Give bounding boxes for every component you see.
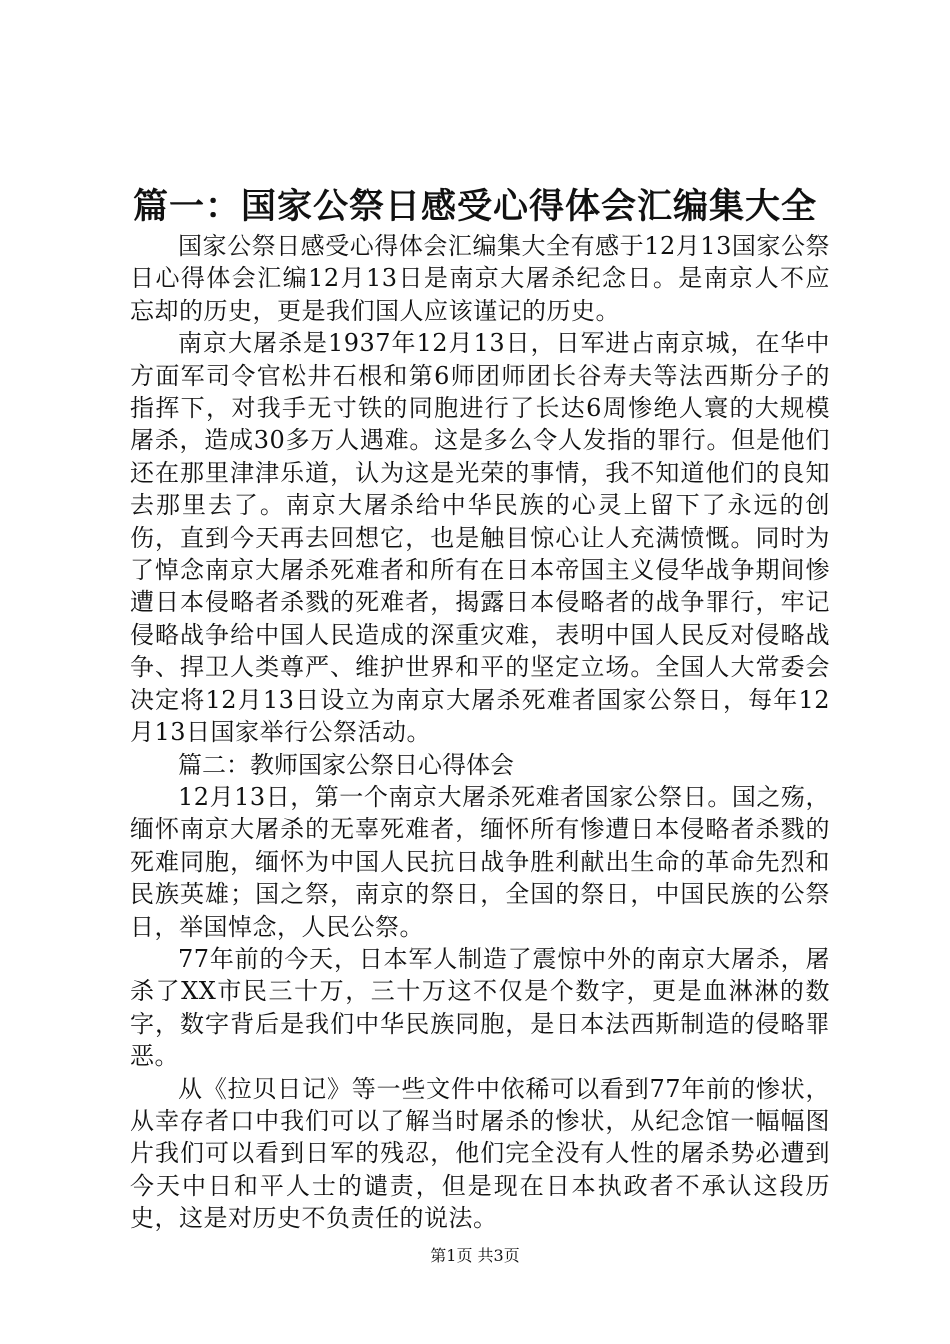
paragraph: 南京大屠杀是1937年12月13日，日军进占南京城，在华中方面军司令官松井石根和第6师团师团长谷寿夫等法西斯分子的指挥下，对我手无寸铁的同胞进行了长达6周惨绝人寰的大规模屠杀，造成30多万人遇难。这是多么令人发指的罪行。但是他们还在那里津津乐道，认为这是光荣的事情，我不知道他们的良知去那里去了。南京大屠杀给中华民族的心灵上留下了永远的创伤，直到今天再去回想它，也是触目惊心让人充满愤慨。同时为了悼念南京大屠杀死难者和所有在日本帝国主义侵华战争期间惨遭日本侵略者杀戮的死难者，揭露日本侵略者的战争罪行，牢记侵略战争给中国人民造成的深重灾难，表明中国人民反对侵略战争、捍卫人类尊严、维护世界和平的坚定立场。全国人大常委会决定将12月13日设立为南京大屠杀死难者国家公祭日，每年12月13日国家举行公祭活动。: [130, 329, 830, 747]
document-body: [130, 230, 830, 1235]
paragraph: 77年前的今天，日本军人制造了震惊中外的南京大屠杀，屠杀了XX市民三十万，三十万这不仅是个数字，更是血淋淋的数字，数字背后是我们中华民族同胞，是日本法西斯制造的侵略罪恶。: [130, 944, 830, 1071]
section-heading: 篇二：教师国家公祭日心得体会: [178, 750, 514, 779]
paragraph: 12月13日，第一个南京大屠杀死难者国家公祭日。国之殇，缅怀南京大屠杀的无辜死难者，缅怀所有惨遭日本侵略者杀戮的死难同胞，缅怀为中国人民抗日战争胜利献出生命的革命先烈和民族英雄；国之祭，南京的祭日，全国的祭日，中国民族的公祭日，举国悼念，人民公祭。: [130, 782, 830, 941]
document-title: 篇一：国家公祭日感受心得体会汇编集大全: [132, 186, 817, 227]
paragraph: 从《拉贝日记》等一些文件中依稀可以看到77年前的惨状，从幸存者口中我们可以了解当时屠杀的惨状，从纪念馆一幅幅图片我们可以看到日军的残忍，他们完全没有人性的屠杀势必遭到今天中日和平人士的谴责，但是现在日本执政者不承认这段历史，这是对历史不负责任的说法。: [130, 1074, 830, 1233]
page-number-footer: 第1页 共3页: [430, 1246, 520, 1265]
paragraph: 国家公祭日感受心得体会汇编集大全有感于12月13国家公祭日心得体会汇编12月13日是南京大屠杀纪念日。是南京人不应忘却的历史，更是我们国人应该谨记的历史。: [130, 232, 830, 325]
